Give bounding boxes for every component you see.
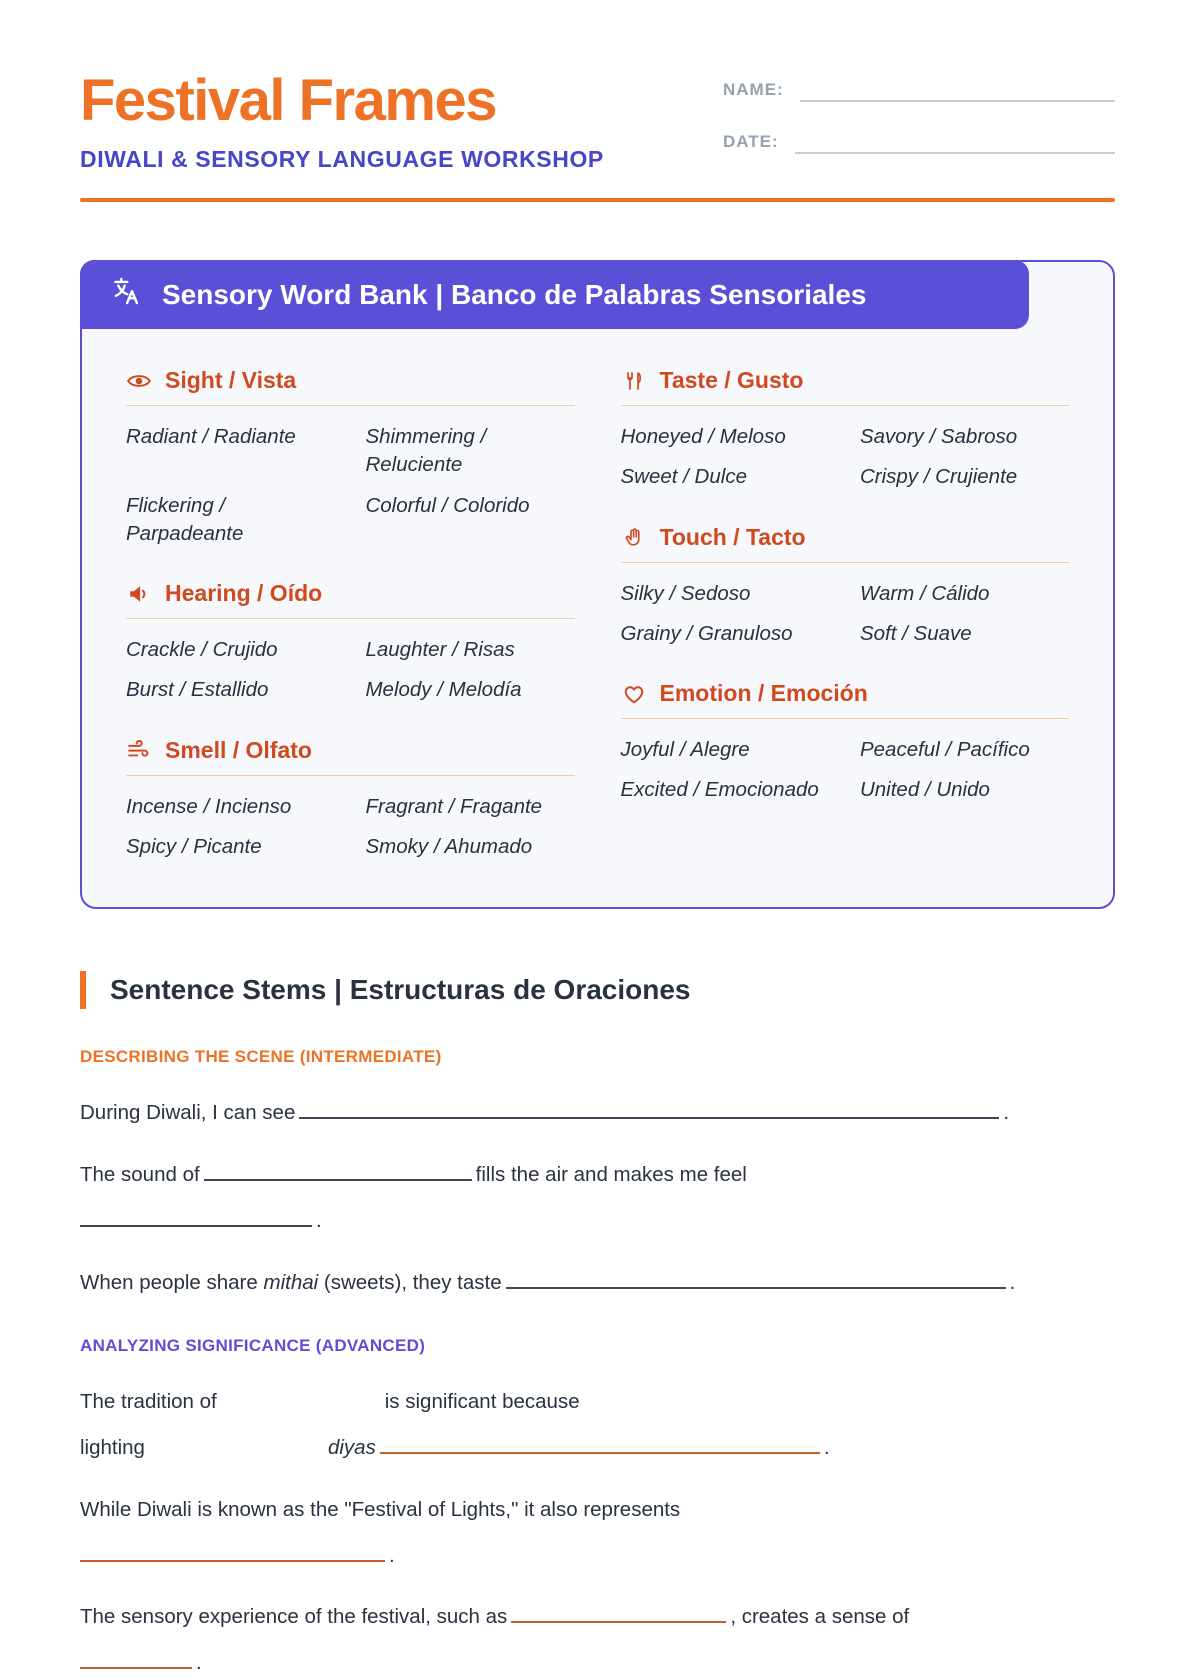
category-words [621,580,1070,649]
name-write-line [800,78,1115,102]
category-words [126,636,575,705]
category-words [621,423,1070,492]
stem-line [80,1205,1115,1237]
category-emotion-header [621,680,1070,707]
stem-line [80,1601,1115,1633]
stem-sentence-5 [80,1494,1115,1572]
word-bank-left-column [126,367,575,893]
stem-line [80,1432,1115,1464]
category-words [621,736,1070,805]
word-item: Incense / Incienso [126,794,292,818]
word-item: Radiant / Radiante [126,425,296,448]
header [80,68,1115,182]
utensils-icon [621,371,647,391]
stem-line [80,1159,1115,1191]
blank-line [511,1609,726,1623]
category-emotion [621,680,1070,805]
word-item: Laughter / Risas [365,638,515,662]
date-field-row [723,130,1115,154]
category-touch [621,524,1070,649]
eye-icon [126,372,152,390]
category-rule [126,618,575,619]
stem-text: . [316,1208,322,1232]
stem-text: . [196,1651,202,1675]
word-bank-body [82,329,1113,907]
stem-italic-word: diyas [327,1436,376,1460]
brand-block [80,68,604,173]
category-rule [621,718,1070,719]
word-item: Savory / Sabroso [859,425,1018,448]
category-rule [126,775,575,776]
date-write-line [795,130,1115,154]
wind-icon [126,740,152,760]
blank-line [380,1440,820,1454]
name-date-fields [723,72,1115,182]
stem-sentence-2 [80,1159,1115,1237]
category-rule [126,405,575,406]
word-item: Sweet / Dulce [620,465,747,489]
stem-sentence-1 [80,1097,1115,1129]
blank-line [204,1167,472,1181]
page-subtitle: DIWALI & SENSORY LANGUAGE WORKSHOP [80,146,604,172]
stem-text: . [389,1543,395,1567]
word-item: Smoky / Ahumado [365,834,533,858]
category-touch-header [621,524,1070,551]
stem-text: When people share [80,1270,258,1294]
stem-text: , creates a sense of [730,1605,910,1629]
date-label: DATE: [723,132,779,151]
category-rule [621,405,1070,406]
stem-text: During Diwali, I can see [80,1101,296,1125]
category-sight-header [126,367,575,394]
word-bank-right-column [621,367,1070,837]
word-item: Joyful / Alegre [620,738,750,762]
stem-text: lighting [80,1436,145,1460]
blank-line [299,1105,999,1119]
category-title: Hearing / Oído [165,580,323,607]
category-words [126,423,575,548]
category-rule [621,562,1070,563]
word-item: Crackle / Crujido [126,638,278,662]
spacer [145,1453,328,1454]
section-accent-bar [80,971,86,1009]
word-item: Spicy / Picante [126,834,262,858]
word-item: Honeyed / Meloso [620,425,786,448]
category-sight [126,367,575,548]
stem-text: The sensory experience of the festival, such as [80,1605,508,1629]
stem-text: is significant because [384,1390,580,1414]
word-item: Grainy / Granuloso [620,621,793,645]
speaker-icon [126,584,152,604]
blank-line [506,1275,1006,1289]
sensory-word-bank-card [80,260,1115,909]
word-item: Shimmering / Reluciente [365,425,487,477]
header-divider [80,198,1115,202]
word-bank-header [80,260,1029,329]
category-smell [126,737,575,862]
word-item: United / Unido [859,778,990,802]
category-hearing-header [126,580,575,607]
category-hearing [126,580,575,705]
hand-icon [621,527,647,547]
word-item: Peaceful / Pacífico [859,738,1030,762]
stem-text: While Diwali is known as the "Festival of Lights," it also represents [80,1497,681,1521]
category-title: Touch / Tacto [659,523,806,550]
spacer [217,1407,385,1408]
blank-line [80,1548,385,1562]
category-title: Emotion / Emoción [659,680,868,707]
word-item: Silky / Sedoso [620,581,751,605]
sentence-stems-heading [80,971,1115,1009]
category-taste [621,367,1070,492]
section-title-text: Sentence Stems | Estructuras de Oraciones [110,974,691,1006]
word-item: Warm / Cálido [859,581,990,605]
category-words [126,793,575,862]
name-label: NAME: [723,80,784,99]
stem-line [80,1386,1115,1418]
word-item: Melody / Melodía [365,678,522,702]
stem-text: . [1003,1101,1010,1125]
advanced-label: ANALYZING SIGNIFICANCE (ADVANCED) [80,1336,426,1356]
blank-line [80,1655,192,1669]
page-title: Festival Frames [80,68,496,133]
word-item: Excited / Emocionado [620,778,819,802]
stem-text: The sound of [80,1163,200,1187]
stem-text: fills the air and makes me feel [475,1163,747,1187]
word-item: Colorful / Colorido [365,493,530,517]
stem-text: (sweets), they taste [323,1270,502,1294]
category-title: Smell / Olfato [165,736,312,763]
stem-sentence-6 [80,1601,1115,1679]
category-title: Sight / Vista [165,367,297,393]
stem-line [80,1494,1115,1526]
blank-line [80,1213,312,1227]
heart-icon [621,684,647,704]
word-item: Soft / Suave [859,621,972,645]
intermediate-label: DESCRIBING THE SCENE (INTERMEDIATE) [80,1047,442,1067]
translate-icon [110,275,142,314]
word-item: Flickering / Parpadeante [126,493,244,545]
stem-text: The tradition of [80,1390,217,1414]
stem-sentence-4 [80,1386,1115,1464]
category-smell-header [126,737,575,764]
category-taste-header [621,367,1070,394]
word-item: Burst / Estallido [126,678,269,702]
word-bank-title: Sensory Word Bank | Banco de Palabras Sensoriales [162,278,867,310]
stem-line [80,1647,1115,1679]
stem-text: . [1009,1270,1016,1294]
category-title: Taste / Gusto [659,367,804,393]
word-item: Crispy / Crujiente [859,465,1018,489]
word-item: Fragrant / Fragante [365,794,543,818]
stem-line [80,1540,1115,1572]
stem-sentence-3 [80,1267,1115,1299]
stem-italic-word: mithai [263,1270,319,1294]
name-field-row [723,78,1115,102]
stem-text: . [823,1436,830,1460]
